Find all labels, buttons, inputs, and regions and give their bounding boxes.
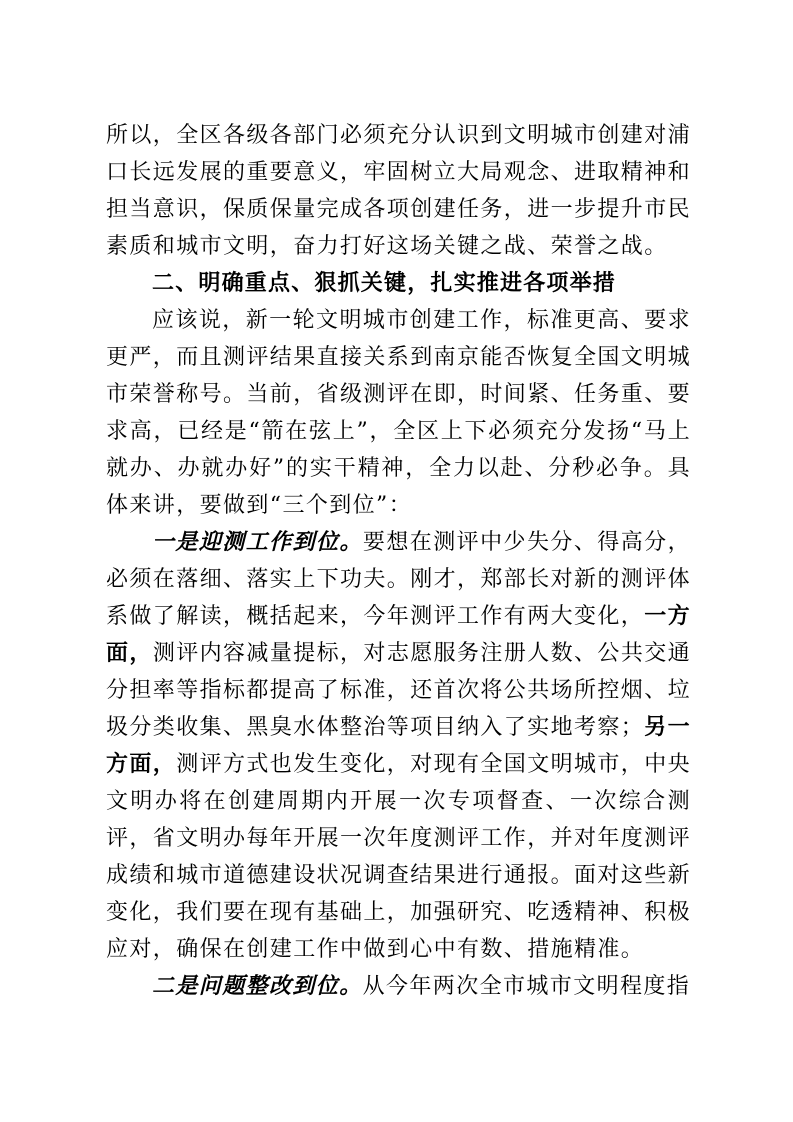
- point-two-text-1: 从今年两次全市城市文明程度指: [362, 974, 691, 999]
- point-one-text-1: 要想在测评中少失分、得高分，必须在落细、落实上下功夫。刚才，郑部长对新的测评体系做了解读，概括起来，今年测评工作有两大变化，: [106, 530, 692, 629]
- document-body: [106, 117, 691, 1005]
- paragraph-point-two: [106, 968, 691, 1005]
- paragraph-section-one-conclusion: 所以，全区各级各部门必须充分认识到文明城市创建对浦口长远发展的重要意义，牢固树立大局观念、进取精神和担当意识，保质保量完成各项创建任务，进一步提升市民素质和城市文明，奋力打好这场关键之战、荣誉之战。: [106, 123, 692, 259]
- point-one-lead: 一是迎测工作到位。: [152, 529, 363, 555]
- point-one-text-2: 测评内容减量提标，对志愿服务注册人数、公共交通分担率等指标都提高了标准，还首次将公共场所控烟、垃圾分类收集、黑臭水体整治等项目纳入了实地考察；: [106, 641, 692, 740]
- paragraph-section-two-overview: 应该说，新一轮文明城市创建工作，标准更高、要求更严，而且测评结果直接关系到南京能否恢复全国文明城市荣誉称号。当前，省级测评在即，时间紧、任务重、要求高，已经是“箭在弦上”，全区上下必须充分发扬“马上就办、办就办好”的实干精神，全力以赴、分秒必争。具体来讲，要做到“三个到位”：: [106, 308, 692, 518]
- point-one-bold-aspect-2: 另一方面，: [106, 714, 692, 777]
- point-one-bold-aspect-1: 一方面，: [106, 603, 692, 666]
- point-two-lead: 二是问题整改到位。: [152, 973, 363, 999]
- point-one-text-3: 测评方式也发生变化，对现有全国文明城市，中央文明办将在创建周期内开展一次专项督查、一次综合测评，省文明办每年开展一次年度测评工作，并对年度测评成绩和城市道德建设状况调查结果进行通报。面对这些新变化，我们要在现有基础上，加强研究、吃透精神、积极应对，确保在创建工作中做到心中有数、措施精准。: [106, 752, 692, 962]
- section-two-heading: 二、明确重点、狠抓关键，扎实推进各项举措: [152, 271, 617, 296]
- paragraph-point-one: [106, 524, 691, 968]
